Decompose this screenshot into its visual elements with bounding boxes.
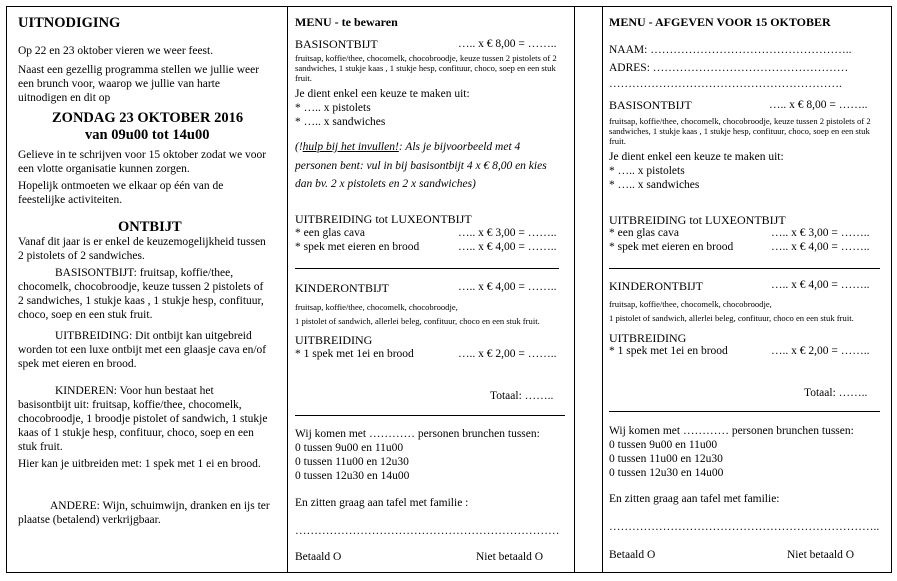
spek-ei-price[interactable]: ….. x € 2,00 = …….. [771,345,870,357]
timeslot-option[interactable]: 0 tussen 11u00 en 12u30 [295,456,409,468]
table-family-label: En zitten graag aan tafel met familie : [295,497,469,509]
column-divider [287,6,288,573]
basisontbijt-price[interactable]: ….. x € 8,00 = …….. [769,99,868,111]
invitation-text: kaas of 1 stukje hesp, confituur, choco, soep en een [18,427,254,439]
andere-label: ANDERE [50,500,97,512]
choice-sandwiches: * ….. x sandwiches [295,116,386,128]
uitbreiding-paragraph [55,330,252,342]
unpaid-option[interactable]: Niet betaald O [476,551,544,563]
cava-price[interactable]: ….. x € 3,00 = …….. [771,227,870,239]
invitation-title: UITNODIGING [18,15,121,31]
menu-description: fruit. [295,73,312,83]
invitation-text: stuk fruit. [18,441,63,453]
invitation-text: choco, soep en een stuk fruit. [18,309,153,321]
persons-field[interactable]: Wij komen met ………… personen brunchen tussen: [609,425,854,437]
help-note-text: (! [295,141,303,153]
menu-description: fruitsap, koffie/thee, chocomelk, chocobroodje, keuze tussen 2 pistolets of 2 [609,116,871,126]
column-divider [602,6,603,573]
menu-description: fruitsap, koffie/thee, chocomelk, chocobroodje, [609,299,772,309]
cava-item: * een glas cava [295,227,365,239]
choice-pistolets: * ….. x pistolets [295,102,371,114]
divider [295,415,565,416]
spek-ei-item: * 1 spek met 1ei en brood [295,348,414,360]
invitation-text: Naast een gezellig programma stellen we jullie weer [18,64,260,76]
choice-pistolets[interactable]: * ….. x pistolets [609,165,685,177]
basisontbijt-text: : fruitsap, koffie/thee, [133,267,234,279]
luxe-heading: UITBREIDING tot LUXEONTBIJT [609,213,786,227]
unpaid-option[interactable]: Niet betaald O [787,549,855,561]
invitation-text: chocobroodje, 1 broodje pistolet of sandwich, 1 stukje [18,413,268,425]
ontbijt-heading: ONTBIJT [118,219,182,235]
uitbreiding-heading: UITBREIDING [295,333,373,347]
help-note-line: dan bv. 2 x pistolets en 2 x sandwiches) [295,178,476,190]
paid-option[interactable]: Betaald O [609,549,656,561]
invitation-text: 2 sandwiches, 1 stukje kaas , 1 stukje hesp, confituur, [18,295,264,307]
help-note-line: personen bent: vul in bij basisontbijt 4 x € 8,00 en kies [295,160,547,172]
andere-paragraph [50,500,270,512]
invitation-text: spek met eieren en brood. [18,358,137,370]
basisontbijt-heading: BASISONTBIJT [609,98,692,112]
uitbreiding-text: : Dit ontbijt kan uitgebreid [129,330,252,342]
andere-text: : Wijn, schuimwijn, dranken en ijs ter [96,500,270,512]
invitation-text: een vlotte organisatie kunnen zorgen. [18,163,190,175]
uitbreiding-heading: UITBREIDING [609,331,687,345]
persons-field[interactable]: Wij komen met ………… personen brunchen tussen: [295,428,540,440]
choice-instruction: Je dient enkel een keuze te maken uit: [609,151,784,163]
spek-price[interactable]: ….. x € 4,00 = …….. [771,241,870,253]
timeslot-option[interactable]: 0 tussen 11u00 en 12u30 [609,453,723,465]
invitation-text: een brunch voor, waarop we jullie van harte [18,78,220,90]
invitation-text: Hier kan je uitbreiden met: 1 spek met 1 ei en brood. [18,458,261,470]
kinderen-label: KINDEREN [55,385,114,397]
invitation-text: Vanaf dit jaar is er enkel de keuzemogelijkheid tussen [18,236,266,248]
menu-description: sandwiches, 1 stukje kaas , 1 stukje hesp, confituur, choco, soep en een stuk [609,126,870,136]
spek-item: * spek met eieren en brood [609,241,734,253]
menu-description: fruitsap, koffie/thee, chocomelk, chocobroodje, keuze tussen 2 pistolets of 2 [295,53,557,63]
menu-description: fruit. [609,136,626,146]
menu-return-title: MENU - AFGEVEN VOOR 15 OKTOBER [609,15,831,29]
invitation-text: plaatse (betalend) verkrijgbaar. [18,514,161,526]
choice-sandwiches[interactable]: * ….. x sandwiches [609,179,700,191]
menu-description: 1 pistolet of sandwich, allerlei beleg, confituur, choco en een stuk fruit. [295,316,540,326]
invitation-text: feestelijke activiteiten. [18,194,123,206]
invitation-text: uitnodigen en dit op [18,92,111,104]
timeslot-option[interactable]: 0 tussen 9u00 en 11u00 [295,442,404,454]
timeslot-option[interactable]: 0 tussen 9u00 en 11u00 [609,439,718,451]
address-field[interactable]: ADRES: …………………………………………… [609,62,849,74]
invitation-text: Gelieve in te schrijven voor 15 oktober zodat we voor [18,149,267,161]
invitation-text: basisontbijt uit: fruitsap, koffie/thee, chocomelk, [18,399,242,411]
choice-instruction: Je dient enkel een keuze te maken uit: [295,88,470,100]
help-note [295,141,520,153]
event-date: ZONDAG 23 OKTOBER 2016 [52,110,244,126]
spek-item: * spek met eieren en brood [295,241,420,253]
basisontbijt-paragraph [55,267,233,279]
menu-description: fruitsap, koffie/thee, chocomelk, chocobroodje, [295,302,458,312]
cava-price: ….. x € 3,00 = …….. [458,227,557,239]
kinderontbijt-heading: KINDERONTBIJT [609,279,703,293]
basisontbijt-price: ….. x € 8,00 = …….. [458,38,557,50]
kinderontbijt-price[interactable]: ….. x € 4,00 = …….. [771,279,870,291]
family-field[interactable]: …………………………………………………………….. [609,521,880,533]
family-field[interactable]: …………………………………………………………… [295,525,560,537]
total-field[interactable]: Totaal: …….. [490,390,554,402]
help-note-text: : Als je bijvoorbeeld met 4 [398,141,521,153]
invitation-text: Op 22 en 23 oktober vieren we weer feest. [18,45,214,57]
invitation-text: Hopelijk ontmoeten we elkaar op één van de [18,180,224,192]
kinderontbijt-heading: KINDERONTBIJT [295,281,389,295]
event-time: van 09u00 tot 14u00 [85,127,210,143]
basisontbijt-heading: BASISONTBIJT [295,37,378,51]
kinderen-paragraph [55,385,214,397]
luxe-heading: UITBREIDING tot LUXEONTBIJT [295,212,472,226]
invitation-text: chocomelk, chocobroodje, keuze tussen 2 pistolets of [18,281,264,293]
kinderen-text: : Voor hun bestaat het [113,385,214,397]
cava-item: * een glas cava [609,227,679,239]
kinderontbijt-price: ….. x € 4,00 = …….. [458,281,557,293]
uitbreiding-label: UITBREIDING [55,330,130,342]
address-field-2[interactable]: ……………………………………………………. [609,78,842,90]
paid-option[interactable]: Betaald O [295,551,342,563]
invitation-text: 2 pistolets of 2 sandwiches. [18,250,145,262]
timeslot-option[interactable]: 0 tussen 12u30 en 14u00 [609,467,724,479]
help-note-link: hulp bij het invullen! [302,141,399,153]
divider [609,411,880,412]
total-field[interactable]: Totaal: …….. [804,387,868,399]
basisontbijt-label: BASISONTBIJT [55,267,134,279]
spek-ei-price: ….. x € 2,00 = …….. [458,348,557,360]
menu-description: 1 pistolet of sandwich, allerlei beleg, confituur, choco en een stuk fruit. [609,313,854,323]
spek-price: ….. x € 4,00 = …….. [458,241,557,253]
menu-keep-title: MENU - te bewaren [295,15,398,29]
invitation-text: worden tot een luxe ontbijt met een glaasje cava en/of [18,344,267,356]
menu-description: sandwiches, 1 stukje kaas , 1 stukje hesp, confituur, choco, soep en een stuk [295,63,556,73]
timeslot-option[interactable]: 0 tussen 12u30 en 14u00 [295,470,410,482]
name-field[interactable]: NAAM: …………………………………………….. [609,44,852,56]
spek-ei-item: * 1 spek met 1ei en brood [609,345,728,357]
table-family-label: En zitten graag aan tafel met familie: [609,493,780,505]
divider [295,268,559,269]
divider [609,268,880,269]
column-divider [574,6,575,573]
